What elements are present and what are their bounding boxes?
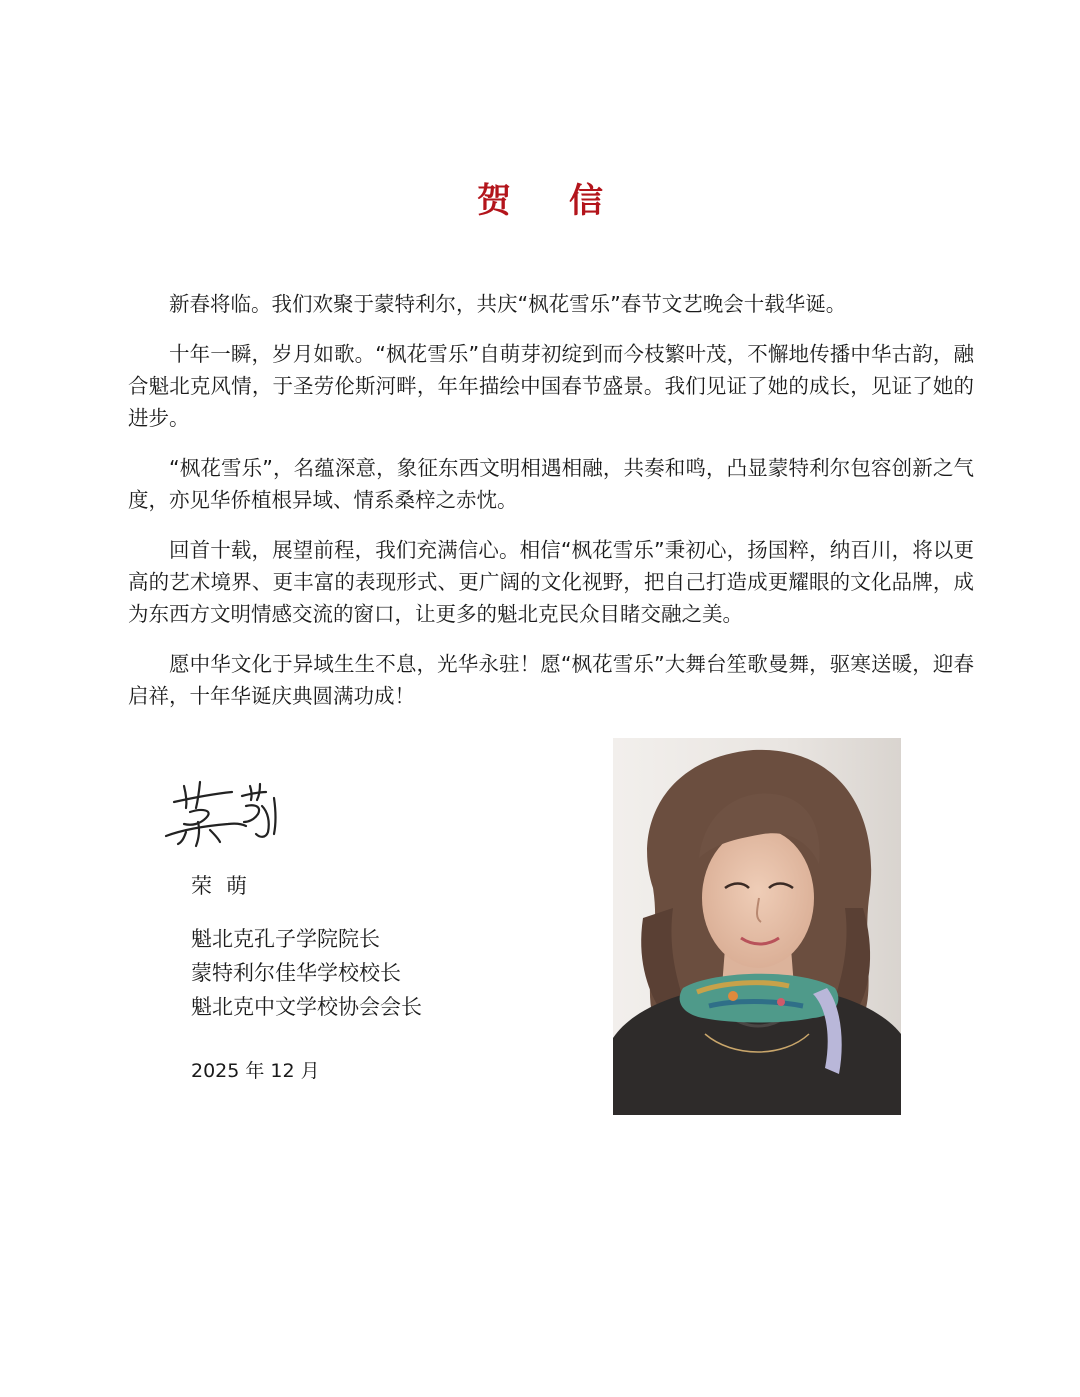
signer-name: 荣萌 [191, 874, 261, 898]
paragraph-4: 回首十载，展望前程，我们充满信心。相信“枫花雪乐”秉初心，扬国粹，纳百川，将以更高的艺术境界、更丰富的表现形式、更广阔的文化视野，把自己打造成更耀眼的文化品牌，成为东西方文明情感交流的窗口，让更多的魁北克民众目睹交融之美。 [128, 538, 974, 626]
letter-title [0, 176, 1080, 226]
paragraph-2: 十年一瞬，岁月如歌。“枫花雪乐”自萌芽初绽到而今枝繁叶茂，不懈地传播中华古韵，融合魁北克风情，于圣劳伦斯河畔，年年描绘中国春节盛景。我们见证了她的成长，见证了她的进步。 [128, 342, 974, 430]
signer-title-2: 蒙特利尔佳华学校校长 [191, 961, 401, 985]
signer-title-3: 魁北克中文学校协会会长 [191, 995, 422, 1019]
signer-title-1: 魁北克孔子学院院长 [191, 927, 380, 951]
handwritten-signature [162, 772, 292, 852]
title-char-he: 贺 [477, 181, 511, 221]
letter-date: 2025 年 12 月 [191, 1060, 320, 1082]
title-char-xin: 信 [569, 181, 603, 221]
signer-titles [191, 922, 422, 1024]
letter-body [128, 288, 974, 730]
paragraph-3: “枫花雪乐”，名蕴深意，象征东西文明相遇相融，共奏和鸣，凸显蒙特利尔包容创新之气度，亦见华侨植根异域、情系桑梓之赤忱。 [128, 456, 974, 512]
paragraph-5: 愿中华文化于异域生生不息，光华永驻！愿“枫花雪乐”大舞台笙歌曼舞，驱寒送暖，迎春启祥，十年华诞庆典圆满功成！ [128, 652, 974, 708]
portrait-photo [613, 738, 901, 1115]
paragraph-1: 新春将临。我们欢聚于蒙特利尔，共庆“枫花雪乐”春节文艺晚会十载华诞。 [169, 292, 847, 316]
